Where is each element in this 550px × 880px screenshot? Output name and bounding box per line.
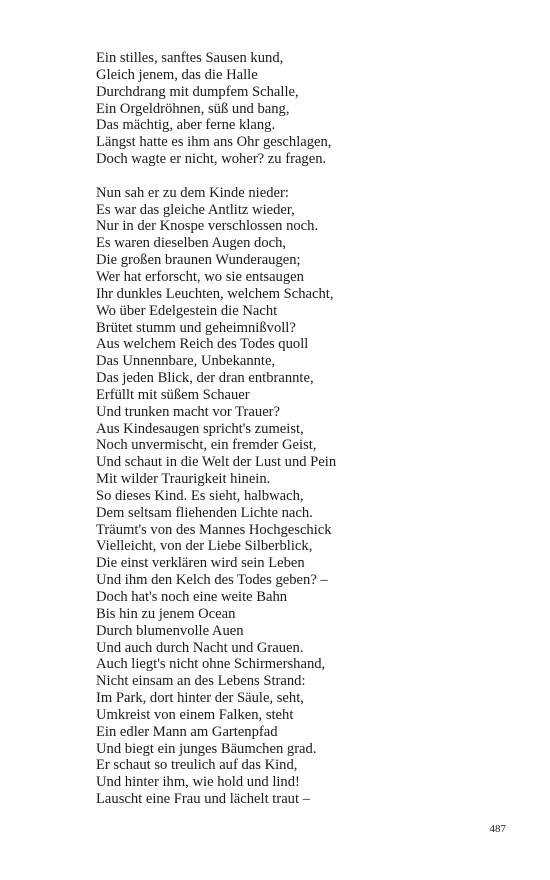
- poem-line: Ihr dunkles Leuchten, welchem Schacht,: [96, 285, 334, 302]
- poem-line: Ein Orgeldröhnen, süß und bang,: [96, 100, 290, 117]
- poem-line: Ein stilles, sanftes Sausen kund,: [96, 50, 284, 66]
- poem-line: Lauscht eine Frau und lächelt traut –: [96, 791, 310, 808]
- stanza-2: [96, 185, 336, 808]
- poem-line: Die großen braunen Wunderaugen;: [96, 252, 301, 269]
- poem-line: Und trunken macht vor Trauer?: [96, 403, 281, 420]
- poem-line: Und hinter ihm, wie hold und lind!: [96, 774, 300, 791]
- poem-text: [96, 50, 336, 808]
- poem-line: Aus welchem Reich des Todes quoll: [96, 336, 309, 353]
- poem-line: Doch wagte er nicht, woher? zu fragen.: [96, 151, 327, 168]
- page-number: 487: [489, 823, 506, 835]
- poem-line: Vielleicht, von der Liebe Silberblick,: [96, 538, 313, 555]
- poem-line: Das mächtig, aber ferne klang.: [96, 117, 276, 134]
- poem-line: Bis hin zu jenem Ocean: [96, 605, 236, 622]
- poem-line: Durchdrang mit dumpfem Schalle,: [96, 83, 299, 100]
- poem-line: Er schaut so treulich auf das Kind,: [96, 757, 298, 774]
- poem-line: Ein edler Mann am Gartenpfad: [96, 723, 278, 740]
- poem-line: Träumt's von des Mannes Hochgeschick: [96, 521, 332, 538]
- poem-line: Und biegt ein junges Bäumchen grad.: [96, 740, 317, 757]
- poem-line: Und schaut in die Welt der Lust und Pein: [96, 454, 337, 471]
- poem-line: Wo über Edelgestein die Nacht: [96, 302, 278, 319]
- poem-line: Das Unnennbare, Unbekannte,: [96, 353, 276, 370]
- poem-line: Umkreist von einem Falken, steht: [96, 706, 294, 723]
- poem-line: Brütet stumm und geheimnißvoll?: [96, 319, 296, 336]
- poem-line: Und ihm den Kelch des Todes geben? –: [96, 572, 328, 589]
- poem-line: Es waren dieselben Augen doch,: [96, 235, 287, 252]
- poem-line: Durch blumenvolle Auen: [96, 622, 244, 639]
- poem-line: Dem seltsam fliehenden Lichte nach.: [96, 504, 313, 521]
- poem-line: Mit wilder Traurigkeit hinein.: [96, 471, 271, 488]
- poem-line: Nun sah er zu dem Kinde nieder:: [96, 184, 289, 201]
- poem-line: Auch liegt's nicht ohne Schirmershand,: [96, 656, 326, 673]
- poem-line: Wer hat erforscht, wo sie entsaugen: [96, 268, 304, 285]
- poem-line: Gleich jenem, das die Halle: [96, 66, 258, 83]
- poem-line: Doch hat's noch eine weite Bahn: [96, 589, 288, 605]
- stanza-1: [96, 50, 336, 168]
- poem-line: Und auch durch Nacht und Grauen.: [96, 639, 304, 656]
- poem-line: Noch unvermischt, ein fremder Geist,: [96, 437, 317, 454]
- poem-line: Das jeden Blick, der dran entbrannte,: [96, 370, 314, 387]
- poem-line: Die einst verklären wird sein Leben: [96, 555, 305, 572]
- poem-line: Erfüllt mit süßem Schauer: [96, 386, 250, 403]
- poem-line: Aus Kindesaugen spricht's zumeist,: [96, 420, 304, 437]
- poem-line: Nicht einsam an des Lebens Strand:: [96, 673, 306, 690]
- poem-line: Es war das gleiche Antlitz wieder,: [96, 201, 295, 218]
- poem-line: Nur in der Knospe verschlossen noch.: [96, 218, 319, 235]
- poem-line: Im Park, dort hinter der Säule, seht,: [96, 690, 304, 707]
- poem-line: So dieses Kind. Es sieht, halbwach,: [96, 487, 304, 504]
- poem-line: Längst hatte es ihm ans Ohr geschlagen,: [96, 134, 332, 151]
